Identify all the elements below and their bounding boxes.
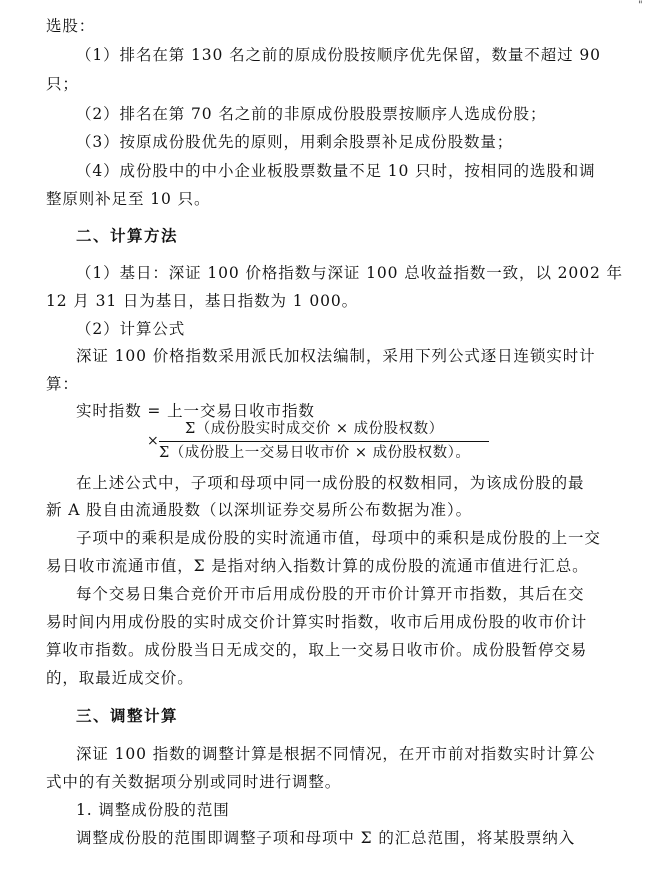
text-line: （4）成份股中的中小企业板股票数量不足 10 只时，按相同的选股和调 bbox=[76, 162, 596, 180]
section-heading: 三、调整计算 bbox=[76, 706, 179, 725]
formula-lhs: 实时指数 = 上一交易日收市指数 bbox=[76, 402, 315, 420]
text-line: 算： bbox=[46, 375, 79, 393]
formula-numerator: Σ（成份股实时成交价 × 成份股权数） bbox=[185, 421, 444, 437]
text-line: （2）计算公式 bbox=[76, 320, 186, 338]
text-line: 式中的有关数据项分别或同时进行调整。 bbox=[46, 773, 342, 791]
text-line: 12 月 31 日为基日，基日指数为 1 000。 bbox=[46, 292, 359, 310]
text-line: 调整成份股的范围即调整子项和母项中 Σ 的汇总范围，将某股票纳入 bbox=[76, 829, 576, 847]
text-line: 选股： bbox=[46, 17, 96, 35]
text-line: （3）按原成份股优先的原则，用剩余股票补足成份股数量； bbox=[76, 133, 514, 151]
text-line: 易日收市流通市值，Σ 是指对纳入指数计算的成份股的流通市值进行汇总。 bbox=[46, 557, 589, 575]
text-line: 的，取最近成交价。 bbox=[46, 669, 194, 687]
times-sign: × bbox=[147, 433, 159, 449]
text-line: 算收市指数。成份股当日无成交的，取上一交易日收市价。成份股暂停交易 bbox=[46, 641, 588, 659]
text-line: 整原则补足至 10 只。 bbox=[46, 190, 211, 208]
text-line: 深证 100 指数的调整计算是根据不同情况，在开市前对指数实时计算公 bbox=[76, 745, 596, 763]
text-line: 新 A 股自由流通股数（以深圳证券交易所公布数据为准）。 bbox=[46, 501, 472, 519]
text-line: 每个交易日集合竞价开市后用成份股的开市价计算开市指数，其后在交 bbox=[76, 585, 585, 603]
text-line: （1）排名在第 130 名之前的原成份股按顺序优先保留，数量不超过 90 bbox=[76, 46, 601, 64]
text-line: 在上述公式中，子项和母项中同一成份股的权数相同，为该成份股的最 bbox=[76, 474, 585, 492]
index-formula bbox=[147, 420, 497, 464]
scan-mark: " bbox=[638, 0, 643, 11]
section-heading: 二、计算方法 bbox=[76, 226, 179, 245]
text-line: 子项中的乘积是成份股的实时流通市值，母项中的乘积是成份股的上一交 bbox=[76, 529, 601, 547]
text-line: （2）排名在第 70 名之前的非原成份股股票按顺序人选成份股； bbox=[76, 105, 547, 123]
text-line: 易时间内用成份股的实时成交价计算实时指数，收市后用成份股的收市价计 bbox=[46, 613, 588, 631]
text-line: 只； bbox=[46, 75, 79, 93]
fraction-bar bbox=[159, 441, 489, 442]
text-line: 深证 100 价格指数采用派氏加权法编制，采用下列公式逐日连锁实时计 bbox=[76, 347, 596, 365]
subsection-heading: 1. 调整成份股的范围 bbox=[76, 801, 230, 819]
text-line: （1）基日：深证 100 价格指数与深证 100 总收益指数一致，以 2002 年 bbox=[76, 264, 623, 282]
formula-denominator: Σ（成份股上一交易日收市价 × 成份股权数）。 bbox=[159, 445, 471, 461]
